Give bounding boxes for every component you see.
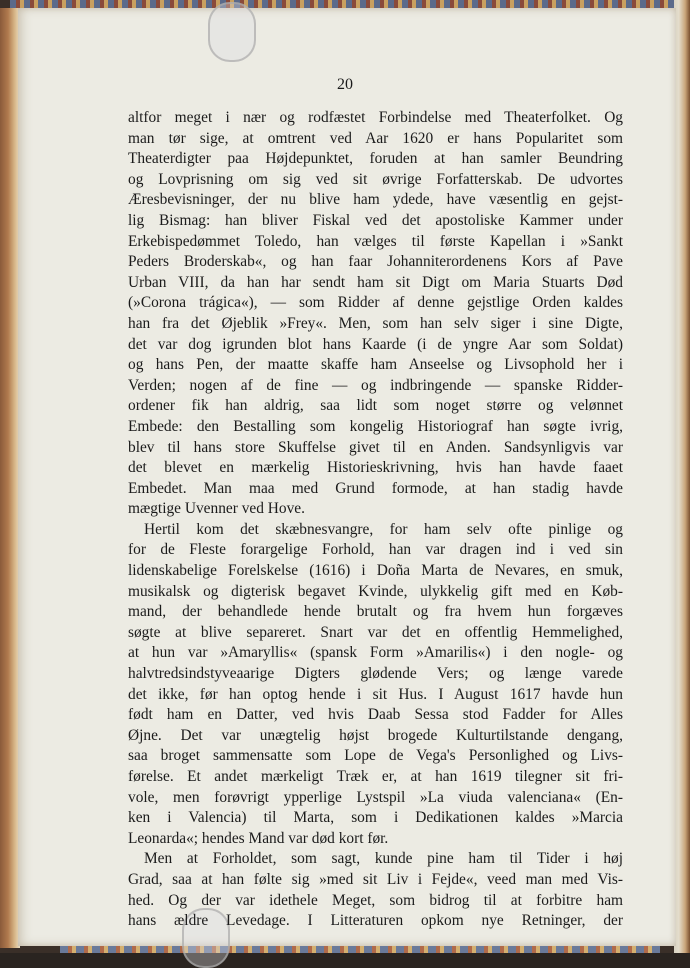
text-line: førelse. Et andet mærkeligt Træk er, at han 1619 tilegner sit fri-: [128, 768, 623, 785]
text-line: og Lovprisning om sig ved sit øvrige Forfatterskab. De udvortes: [128, 170, 623, 188]
text-line: Øjne. Det var unægtelig højst brogede Kulturtilstande dengang,: [128, 726, 623, 744]
text-line: ordener fik han aldrig, saa lidt som noget større og velønnet: [128, 397, 623, 415]
text-line: Peders Broderskab«, og han faar Johanniterordenens Kors af Pave: [128, 253, 623, 271]
body-text: [128, 108, 623, 932]
text-line: musikalsk og digterisk begavet Kvinde, ulykkelig gift med en Køb-: [128, 582, 623, 600]
text-line: søgte at blive separeret. Snart var det en offentlig Hemmelighed,: [128, 623, 623, 641]
text-line: (»Corona trágica«), — som Ridder af denne gejstlige Orden kaldes: [128, 294, 623, 312]
text-line: Embede: den Bestalling som kongelig Historiograf han søgte ivrig,: [128, 417, 623, 435]
page-number: 20: [337, 76, 353, 93]
text-line: mand, der behandlede hende brutalt og fra hvem hun forgæves: [128, 603, 623, 621]
text-line: det var dog igrunden blot hans Kaarde (i de yngre Aar som Soldat): [128, 335, 623, 353]
paragraph-start-line: Men at Forholdet, som sagt, kunde pine ham til Tider i høj: [144, 850, 623, 868]
text-line: at hun var »Amaryllis« (spansk Form »Amarilis«) i den nogle- og: [128, 644, 623, 662]
text-line: for de Fleste forargelige Forhold, han var dragen ind i ved sin: [128, 541, 623, 559]
paragraph-end-line: mægtige Uvenner ved Hove.: [128, 500, 305, 518]
text-line: Æresbevisninger, der nu blive ham ydede, have væsentlig en gejst-: [128, 191, 623, 209]
text-line: Grad, saa at han følte sig »med sit Liv i Fejde«, veed man med Vis-: [128, 870, 623, 888]
text-line: født ham en Datter, ved hvis Daab Sessa stod Fadder for Alles: [128, 706, 623, 724]
paragraph-end-line: Leonarda«; hendes Mand var død kort før.: [128, 829, 389, 847]
paragraph-start-line: Hertil kom det skæbnesvangre, for ham selv ofte pinlige og: [144, 520, 623, 538]
text-line: han fra det Øjeblik »Frey«. Men, som han selv siger i sine Digte,: [128, 314, 623, 332]
text-line: altfor meget i nær og rodfæstet Forbindelse med Theaterfolket. Og: [128, 109, 623, 126]
text-line: Theaterdigter paa Højdepunktet, foruden at han samler Beundring: [128, 150, 623, 168]
text-line: saa broget sammensatte som Lope de Vega's Personlighed og Livs-: [128, 747, 623, 765]
text-line: blev til hans store Skuffelse givet til en Anden. Sandsynligvis var: [128, 438, 623, 456]
text-line: Erkebispedømmet Toledo, han vælges til første Kapellan i »Sankt: [128, 232, 623, 250]
book-edge-left: [0, 8, 20, 948]
book-edge-right: [674, 0, 690, 953]
text-line: halvtredsindstyveaarige Digters glødende Vers; og længe varede: [128, 665, 623, 683]
text-line: hans ældre Levedage. I Litteraturen opkom nye Retninger, der: [128, 912, 623, 930]
text-line: man tør sige, at omtrent ved Aar 1620 er hans Popularitet som: [128, 129, 623, 147]
text-line: hed. Og der var idethele Meget, som bidrog til at forbitre ham: [128, 891, 623, 909]
text-line: det blevet en mærkelig Historieskrivning, hvis han havde faaet: [128, 459, 623, 477]
text-line: ken i Valencia) til Marta, som i Dedikationen kaldes »Marcia: [128, 809, 623, 827]
text-line: vole, men forøvrigt ypperlige Lystspil »La viuda valenciana« (En-: [128, 788, 623, 806]
text-line: Embedet. Man maa med Grund formode, at han stadig havde: [128, 479, 623, 497]
text-line: og hans Pen, der maatte skaffe ham Anseelse og Livsophold her i: [128, 356, 623, 374]
text-line: lig Bismag: han bliver Fiskal ved det apostoliske Kammer under: [128, 211, 623, 229]
text-line: lidenskabelige Forelskelse (1616) i Doña Marta de Nevares, en smuk,: [128, 562, 623, 580]
text-line: det ikke, før han optog hende i sit Hus. I August 1617 havde hun: [128, 685, 623, 703]
page-clip-top: [208, 2, 256, 62]
text-line: Urban VIII, da han har sendt ham sit Digt om Maria Stuarts Død: [128, 273, 623, 291]
text-line: Verden; nogen af de fine — og indbringende — spanske Ridder-: [128, 376, 623, 394]
